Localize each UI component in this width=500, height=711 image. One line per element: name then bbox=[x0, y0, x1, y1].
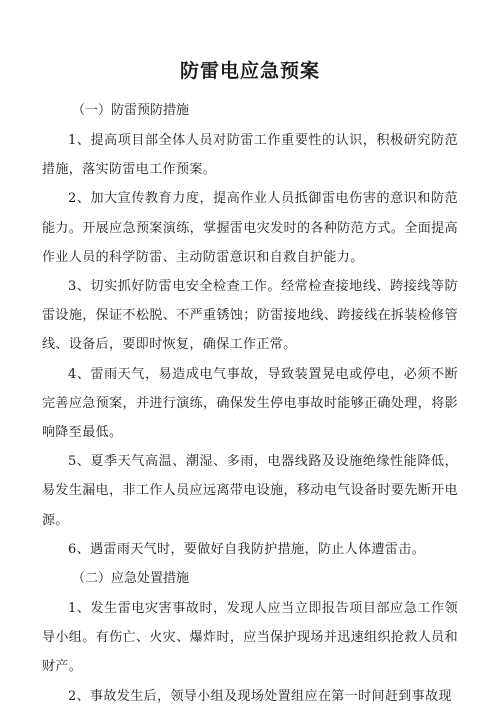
paragraph: 1、提高项目部全体人员对防雷工作重要性的认识，积极研究防范措施，落实防雷电工作预案。 bbox=[42, 133, 458, 178]
section-heading-prevention: （一）防雷预防措施 bbox=[72, 103, 190, 118]
paragraph: 3、切实抓好防雷电安全检查工作。经常检查接地线、跨接线等防雷设施，保证不松脱、不严重锈蚀；防雷接地线、跨接线在拆装检修管线、设备后，要即时恢复，确保工作正常。 bbox=[42, 279, 458, 353]
section-heading-emergency: （二）应急处置措施 bbox=[72, 571, 190, 587]
paragraph: 2、加大宣传教育力度，提高作业人员抵御雷电伤害的意识和防范能力。开展应急预案演练，掌握雷电灾发时的各种防范方式。全面提高作业人员的科学防雷、主动防雷意识和自救自护能力。 bbox=[42, 191, 458, 265]
paragraph: 2、事故发生后，领导小组及现场处置组应在第一时间赶到事故现 bbox=[68, 688, 452, 704]
paragraph: 6、遇雷雨天气时，要做好自我防护措施，防止人体遭雷击。 bbox=[68, 541, 426, 557]
document-title: 防雷电应急预案 bbox=[179, 60, 320, 82]
paragraph: 5、夏季天气高温、潮湿、多雨，电器线路及设施绝缘性能降低，易发生漏电，非工作人员应远离带电设施，移动电气设备时要先断开电源。 bbox=[42, 454, 458, 528]
paragraph: 4、雷雨天气，易造成电气事故，导致装置晃电或停电，必须不断完善应急预案，并进行演练，确保发生停电事故时能够正确处理，将影响降至最低。 bbox=[42, 366, 458, 441]
paragraph: 1、发生雷电灾害事故时，发现人应当立即报告项目部应急工作领导小组。有伤亡、火灾、爆炸时，应当保护现场并迅速组织抢救人员和财产。 bbox=[42, 601, 458, 675]
